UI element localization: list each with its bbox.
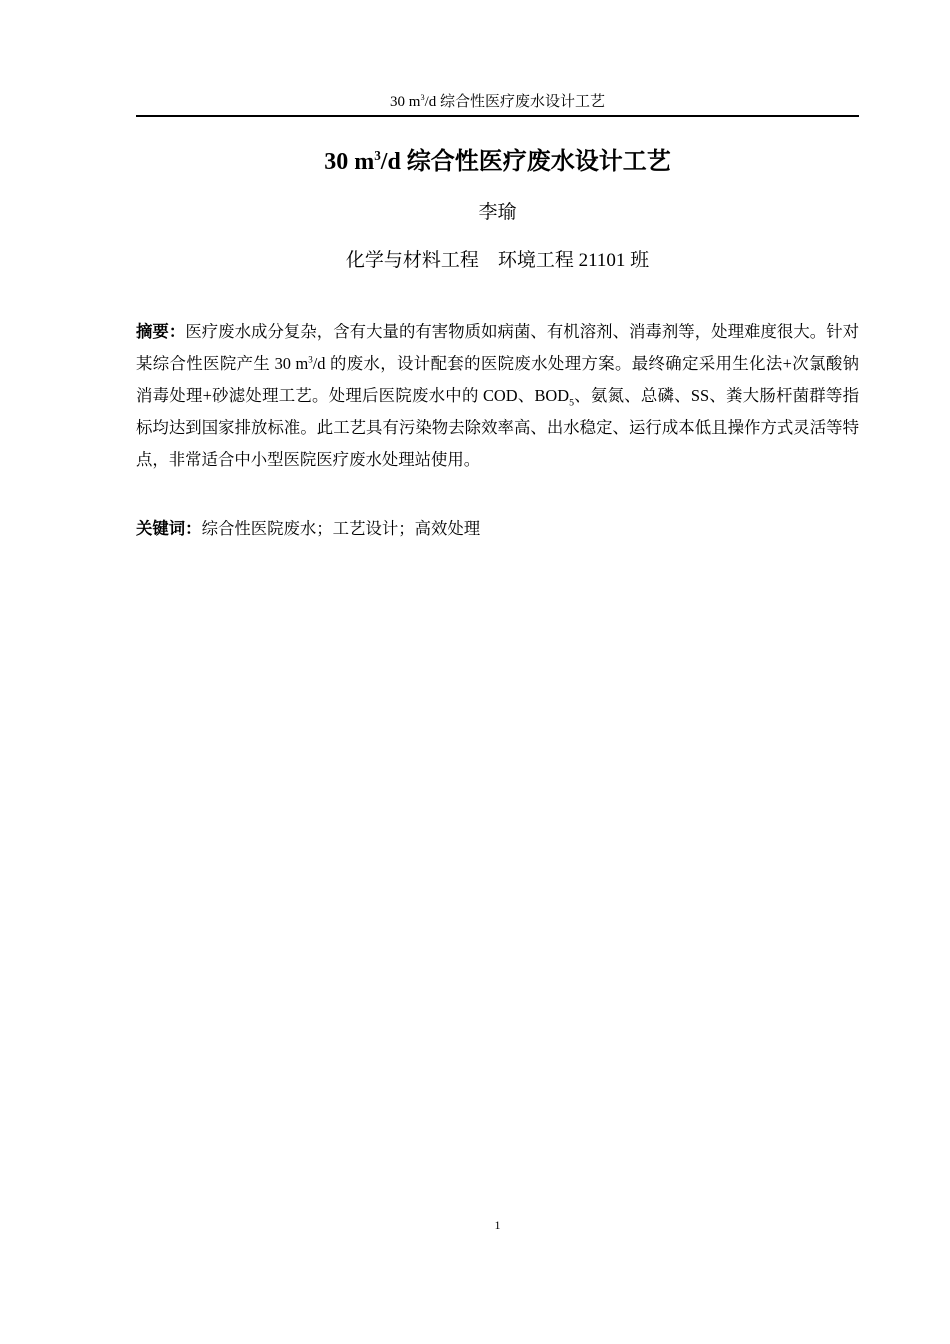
abstract-paragraph (136, 316, 859, 476)
abstract-section (136, 316, 859, 476)
abstract-superscript: 3 (308, 354, 313, 365)
title-superscript: 3 (374, 148, 381, 163)
running-header-suffix: /d 综合性医疗废水设计工艺 (424, 94, 605, 110)
page-title (136, 143, 859, 180)
running-header-prefix: 30 m (390, 94, 421, 110)
header-rule (136, 115, 859, 117)
keywords-text: 综合性医院废水；工艺设计；高效处理 (201, 519, 481, 538)
keywords-label: 关键词： (136, 519, 202, 538)
abstract-subscript: 5 (569, 397, 575, 409)
author-name: 李瑜 (478, 202, 517, 223)
title-text: 综合性医疗废水设计工艺 (406, 147, 671, 175)
running-header-superscript: 3 (420, 93, 425, 102)
keywords-section (136, 514, 859, 544)
abstract-text-part3: 、氨氮、总磷、SS、粪大肠杆菌群等指标均达到国家排放标准。此工艺具有污染物去除效率高、出水稳定、运行成本低且操作方式灵活等特点，非常适合中小型医院医疗废水处理站使用。 (136, 386, 859, 469)
title-unit-suffix: /d (380, 149, 407, 175)
running-header (136, 92, 859, 112)
abstract-text-part2: /d 的废水，设计配套的医院废水处理方案。最终确定采用生化法+次氯酸钠消毒处理+砂滤处理工艺。处理后医院废水中的 COD、BOD (136, 354, 859, 405)
abstract-label: 摘要： (136, 322, 186, 341)
title-prefix: 30 m (324, 149, 375, 175)
abstract-text-part1: 医疗废水成分复杂，含有大量的有害物质如病菌、有机溶剂、消毒剂等，处理难度很大。针对某综合性医院产生 30 m (136, 322, 860, 373)
page-number: 1 (494, 1218, 501, 1232)
author-affiliation: 化学与材料工程 环境工程 21101 班 (345, 250, 650, 271)
